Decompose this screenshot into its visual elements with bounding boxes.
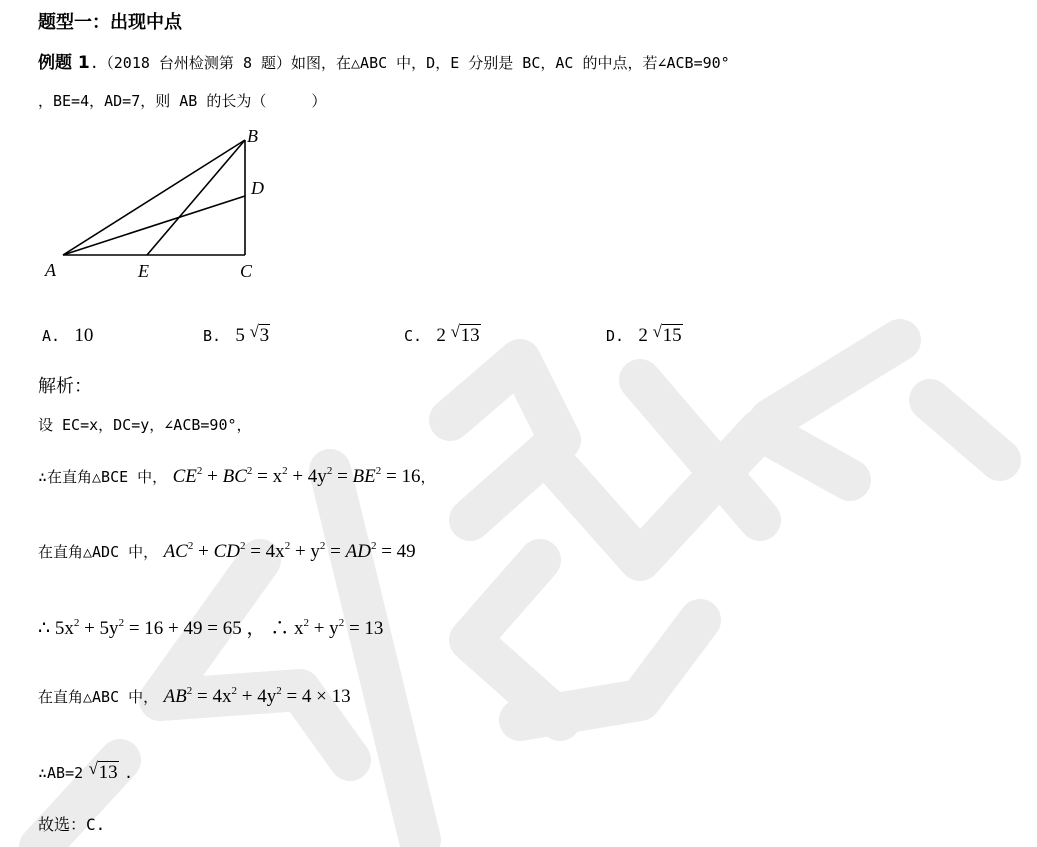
label-d: D [251, 178, 264, 198]
solution-line-5: 在直角△ABC 中， $AB^2 = 4x^2 + 4y^2 = 4 \times 13$ [38, 685, 351, 707]
option-c: C. 2 √ 13 [404, 322, 480, 346]
label-c: C [240, 261, 253, 281]
label-e: E [138, 261, 149, 281]
label-a: A [45, 260, 56, 280]
option-a: A. 10 [42, 325, 94, 346]
solution-line-3: 在直角△ADC 中， $AC^2 + CD^2 = 4x^2 + y^2 = AD^2 = 49$ [38, 540, 416, 562]
segment-be [147, 140, 245, 255]
example-label: 例题 1 [38, 53, 90, 73]
label-b: B [247, 130, 258, 146]
solution-line-4: ∴ $5x^2 + 5y^2 = 16 + 49 = 65$ ， ∴ $x^2 + y^2 = 13$ [38, 617, 384, 639]
sqrt-b: √ 3 [249, 322, 270, 346]
option-d: D. 2 √ 15 [606, 322, 682, 346]
segment-ab [63, 140, 245, 255]
solution-line-6: ∴AB=2 √ 13 . [38, 759, 133, 783]
example-line-1 [38, 48, 730, 73]
solution-line-1: 设 EC=x，DC=y，∠ACB=90°， [38, 416, 252, 434]
solution-title: 解析： [38, 376, 92, 397]
final-answer: 故选：C. [38, 815, 106, 834]
section-title: 题型一：出现中点 [38, 12, 182, 33]
sqrt-d: √ 15 [652, 322, 682, 346]
solution-line-2: ∴在直角△BCE 中， $CE^2 + BC^2 = x^2 + 4y^2 = BE^2 = 16$， [38, 465, 436, 487]
example-line-2: ，BE=4，AD=7，则 AB 的长为（ ） [38, 92, 327, 110]
sqrt-result: √ 13 [88, 759, 118, 783]
triangle-figure [35, 130, 275, 290]
sqrt-c: √ 13 [450, 322, 480, 346]
option-b: B. 5 √ 3 [203, 322, 270, 346]
example-text-1: .（2018 台州检测第 8 题）如图，在△ABC 中，D，E 分别是 BC，AC 的中点，若∠ACB=90° [89, 54, 730, 72]
